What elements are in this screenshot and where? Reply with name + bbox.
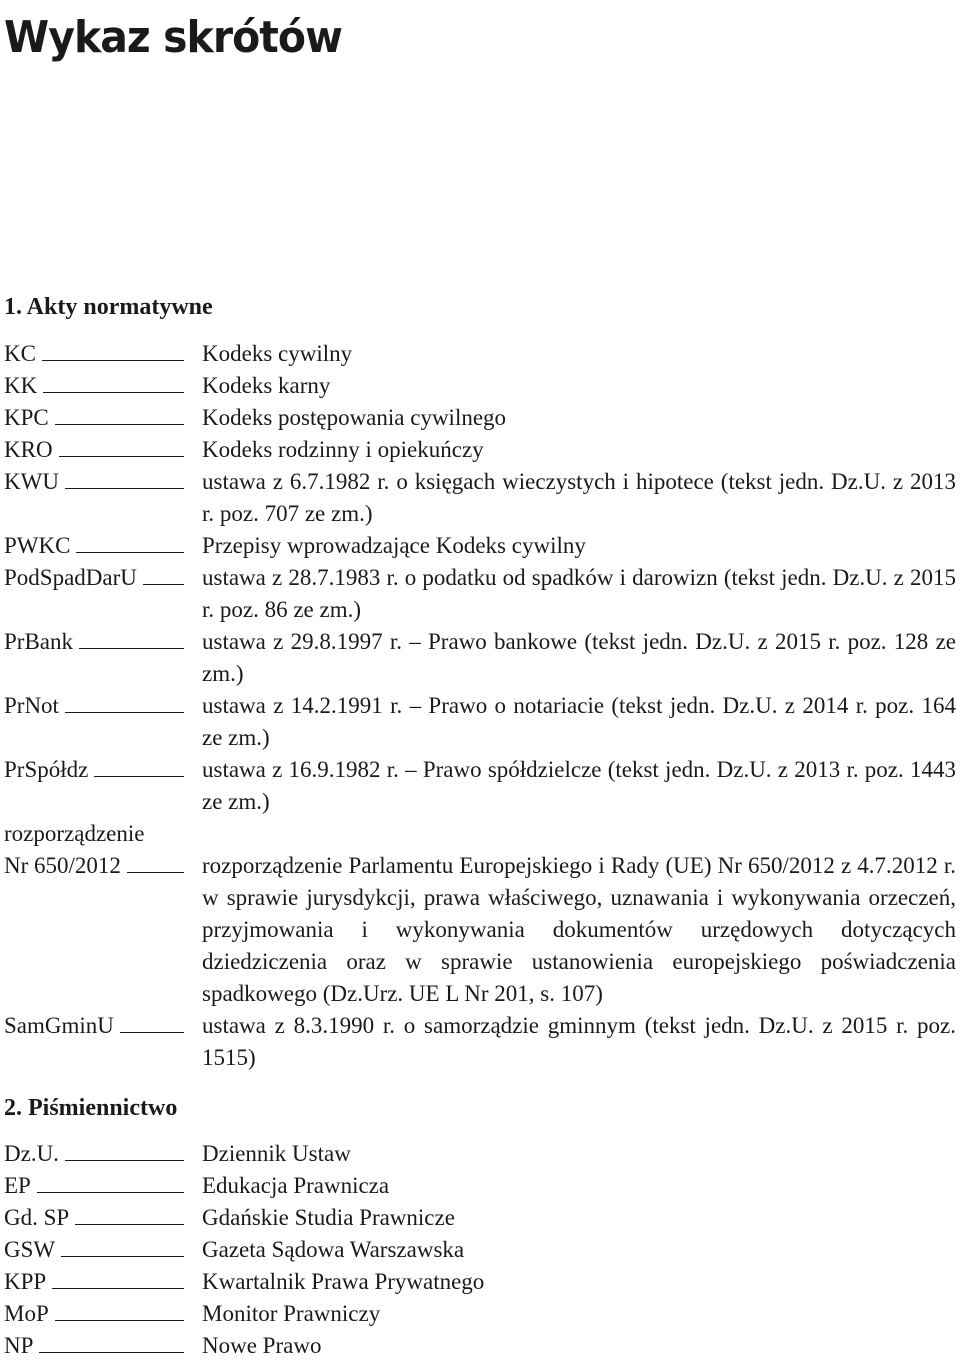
leader-line (65, 466, 184, 489)
abbreviation-meaning: rozporządzenie Parlamentu Europejskiego i Rady (UE) Nr 650/2012 z 4.7.2012 r. w sprawie jurysdykcji, prawa właściwego, uznawania i wykonywania orzeczeń, przyjmowania i wykonywania dokumentów urzędowych dotyczących dziedziczenia oraz w sprawie ustanowienia europejskiego poświadczenia spadkowego (Dz.Urz. UE L Nr 201, s. 107) (202, 853, 956, 1006)
abbreviation: MoP (4, 1301, 49, 1326)
abbreviation: PrBank (4, 629, 73, 654)
abbreviation: PodSpadDarU (4, 565, 137, 590)
leader-line (59, 434, 184, 457)
page-title: Wykaz skrótów (4, 12, 342, 63)
list-item (4, 338, 956, 370)
abbreviation: Nr 650/2012 (4, 853, 121, 878)
list-item (4, 1170, 956, 1202)
list-item (4, 1234, 956, 1266)
abbreviation-meaning: Kodeks rodzinny i opiekuńczy (202, 437, 484, 462)
leader-line (61, 1234, 184, 1257)
abbreviation: EP (4, 1173, 31, 1198)
abbreviation-meaning: ustawa z 29.8.1997 r. – Prawo bankowe (tekst jedn. Dz.U. z 2015 r. poz. 128 ze zm.) (202, 629, 956, 686)
abbreviation-meaning: Gazeta Sądowa Warszawska (202, 1237, 465, 1262)
abbreviation-meaning: Kodeks karny (202, 373, 331, 398)
abbreviation-meaning: Monitor Prawniczy (202, 1301, 381, 1326)
leader-line (39, 1330, 184, 1353)
list-item (4, 850, 956, 1010)
leader-line (94, 754, 184, 777)
abbreviation: NP (4, 1333, 34, 1358)
abbreviation: GSW (4, 1237, 56, 1262)
abbreviation: PrNot (4, 693, 59, 718)
leader-line (55, 1298, 184, 1321)
leader-line (65, 690, 184, 713)
list-item (4, 1266, 956, 1298)
abbreviation: KC (4, 341, 36, 366)
abbreviation: Dz.U. (4, 1141, 59, 1166)
list-item (4, 402, 956, 434)
leader-line (75, 1202, 184, 1225)
list-item (4, 466, 956, 530)
legal-acts-list (4, 338, 956, 1074)
abbreviation-meaning: ustawa z 16.9.1982 r. – Prawo spółdzielcze (tekst jedn. Dz.U. z 2013 r. poz. 1443 ze zm.) (202, 757, 956, 814)
leader-line (120, 1010, 184, 1033)
abbreviation: PWKC (4, 533, 71, 558)
section-heading-literature: 2. Piśmiennictwo (4, 1095, 178, 1121)
list-item (4, 754, 956, 818)
list-item (4, 530, 956, 562)
abbreviation-meaning: Kodeks postępowania cywilnego (202, 405, 507, 430)
abbreviation-meaning: Dziennik Ustaw (202, 1141, 351, 1166)
abbreviation: PrSpółdz (4, 757, 89, 782)
list-item (4, 1202, 956, 1234)
list-item (4, 434, 956, 466)
abbreviation: SamGminU (4, 1013, 114, 1038)
list-item (4, 562, 956, 626)
leader-line (127, 850, 184, 873)
leader-line (43, 370, 184, 393)
abbreviation: KWU (4, 469, 59, 494)
abbreviation: KPC (4, 405, 49, 430)
abbreviation-meaning: Edukacja Prawnicza (202, 1173, 390, 1198)
leader-line (143, 562, 184, 585)
abbreviation-meaning: Kodeks cywilny (202, 341, 353, 366)
list-item (4, 370, 956, 402)
leader-line (52, 1266, 184, 1289)
abbreviation-meaning: Przepisy wprowadzające Kodeks cywilny (202, 533, 586, 558)
abbreviation: KRO (4, 437, 53, 462)
list-item (4, 1138, 956, 1170)
list-item (4, 1010, 956, 1074)
abbreviation-meaning: Kwartalnik Prawa Prywatnego (202, 1269, 485, 1294)
literature-list (4, 1138, 956, 1362)
abbreviation: KPP (4, 1269, 47, 1294)
abbreviation-meaning: ustawa z 8.3.1990 r. o samorządzie gminnym (tekst jedn. Dz.U. z 2015 r. poz. 1515) (202, 1013, 956, 1070)
list-item (4, 690, 956, 754)
leader-line (55, 402, 184, 425)
abbreviation-meaning: ustawa z 14.2.1991 r. – Prawo o notariacie (tekst jedn. Dz.U. z 2014 r. poz. 164 ze zm.) (202, 693, 956, 750)
leader-line (37, 1170, 184, 1193)
abbreviation-prefix: rozporządzenie (4, 821, 145, 846)
abbreviation-meaning: ustawa z 28.7.1983 r. o podatku od spadków i darowizn (tekst jedn. Dz.U. z 2015 r. poz. 86 ze zm.) (202, 565, 956, 622)
leader-line (42, 338, 184, 361)
abbreviation-meaning: Nowe Prawo (202, 1333, 322, 1358)
leader-line (65, 1138, 184, 1161)
abbreviation: Gd. SP (4, 1205, 70, 1230)
list-item (4, 626, 956, 690)
leader-line (79, 626, 184, 649)
abbreviation: KK (4, 373, 38, 398)
abbreviation-meaning: ustawa z 6.7.1982 r. o księgach wieczystych i hipotece (tekst jedn. Dz.U. z 2013 r. poz. 707 ze zm.) (202, 469, 956, 526)
list-item (4, 1330, 956, 1362)
leader-line (76, 530, 184, 553)
section-heading-legal-acts: 1. Akty normatywne (4, 294, 213, 320)
abbreviation-meaning: Gdańskie Studia Prawnicze (202, 1205, 455, 1230)
list-item (4, 1298, 956, 1330)
